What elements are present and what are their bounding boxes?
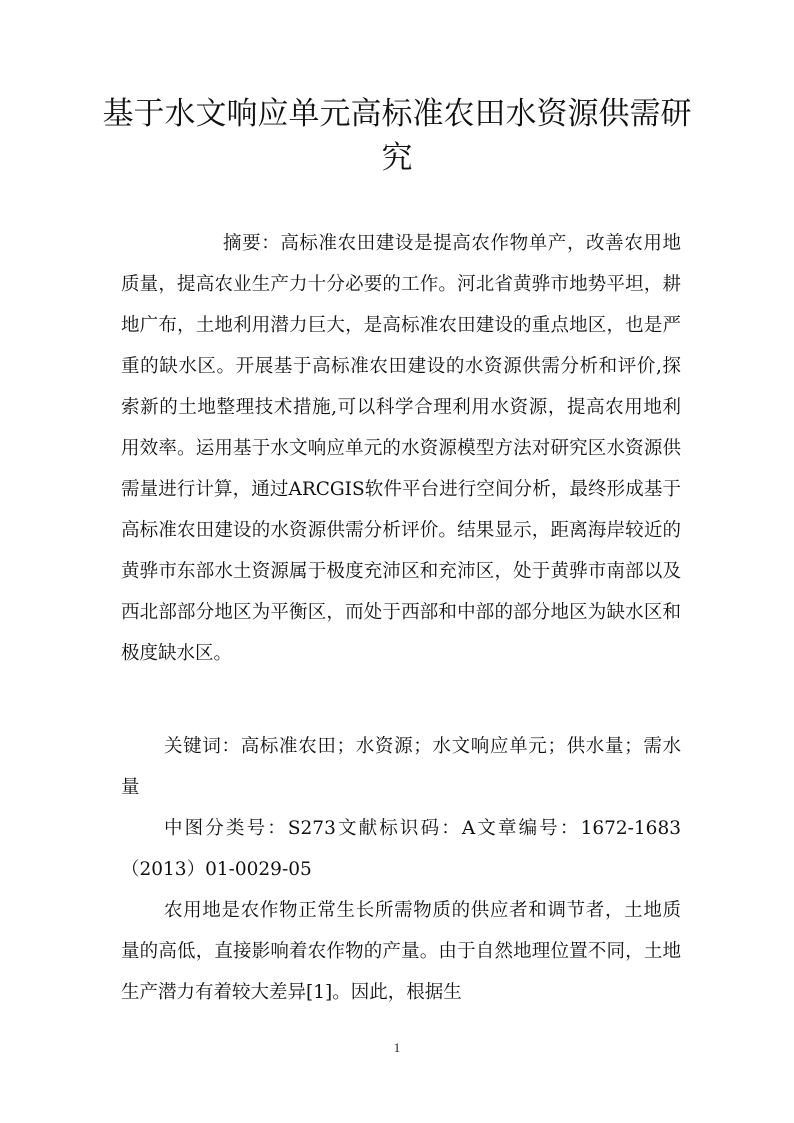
page-number: 1 [393,1040,401,1055]
keywords-paragraph: 关键词：高标准农田；水资源；水文响应单元；供水量；需水量 [121,736,681,798]
classification-paragraph: 中图分类号：S273文献标识码：A文章编号：1672-1683（2013）01-0029-05 [121,818,681,880]
abstract-paragraph: 摘要：高标准农田建设是提高农作物单产，改善农用地质量，提高农业生产力十分必要的工作。河北省黄骅市地势平坦，耕地广布，土地利用潜力巨大，是高标准农田建设的重点地区，也是严重的缺水区。开展基于高标准农田建设的水资源供需分析和评价,探索新的土地整理技术措施,可以科学合理利用水资源，提高农用地利用效率。运用基于水文响应单元的水资源模型方法对研究区水资源供需量进行计算，通过ARCGIS软件平台进行空间分析，最终形成基于高标准农田建设的水资源供需分析评价。结果显示，距离海岸较近的黄骅市东部水土资源属于极度充沛区和充沛区，处于黄骅市南部以及西北部部分地区为平衡区，而处于西部和中部的部分地区为缺水区和极度缺水区。 [121,233,681,664]
document-title: 基于水文响应单元高标准农田水资源供需研究 [102,96,692,176]
intro-paragraph: 农用地是农作物正常生长所需物质的供应者和调节者，土地质量的高低，直接影响着农作物的产量。由于自然地理位置不同，土地生产潜力有着较大差异[1]。因此，根据生 [121,900,681,1003]
